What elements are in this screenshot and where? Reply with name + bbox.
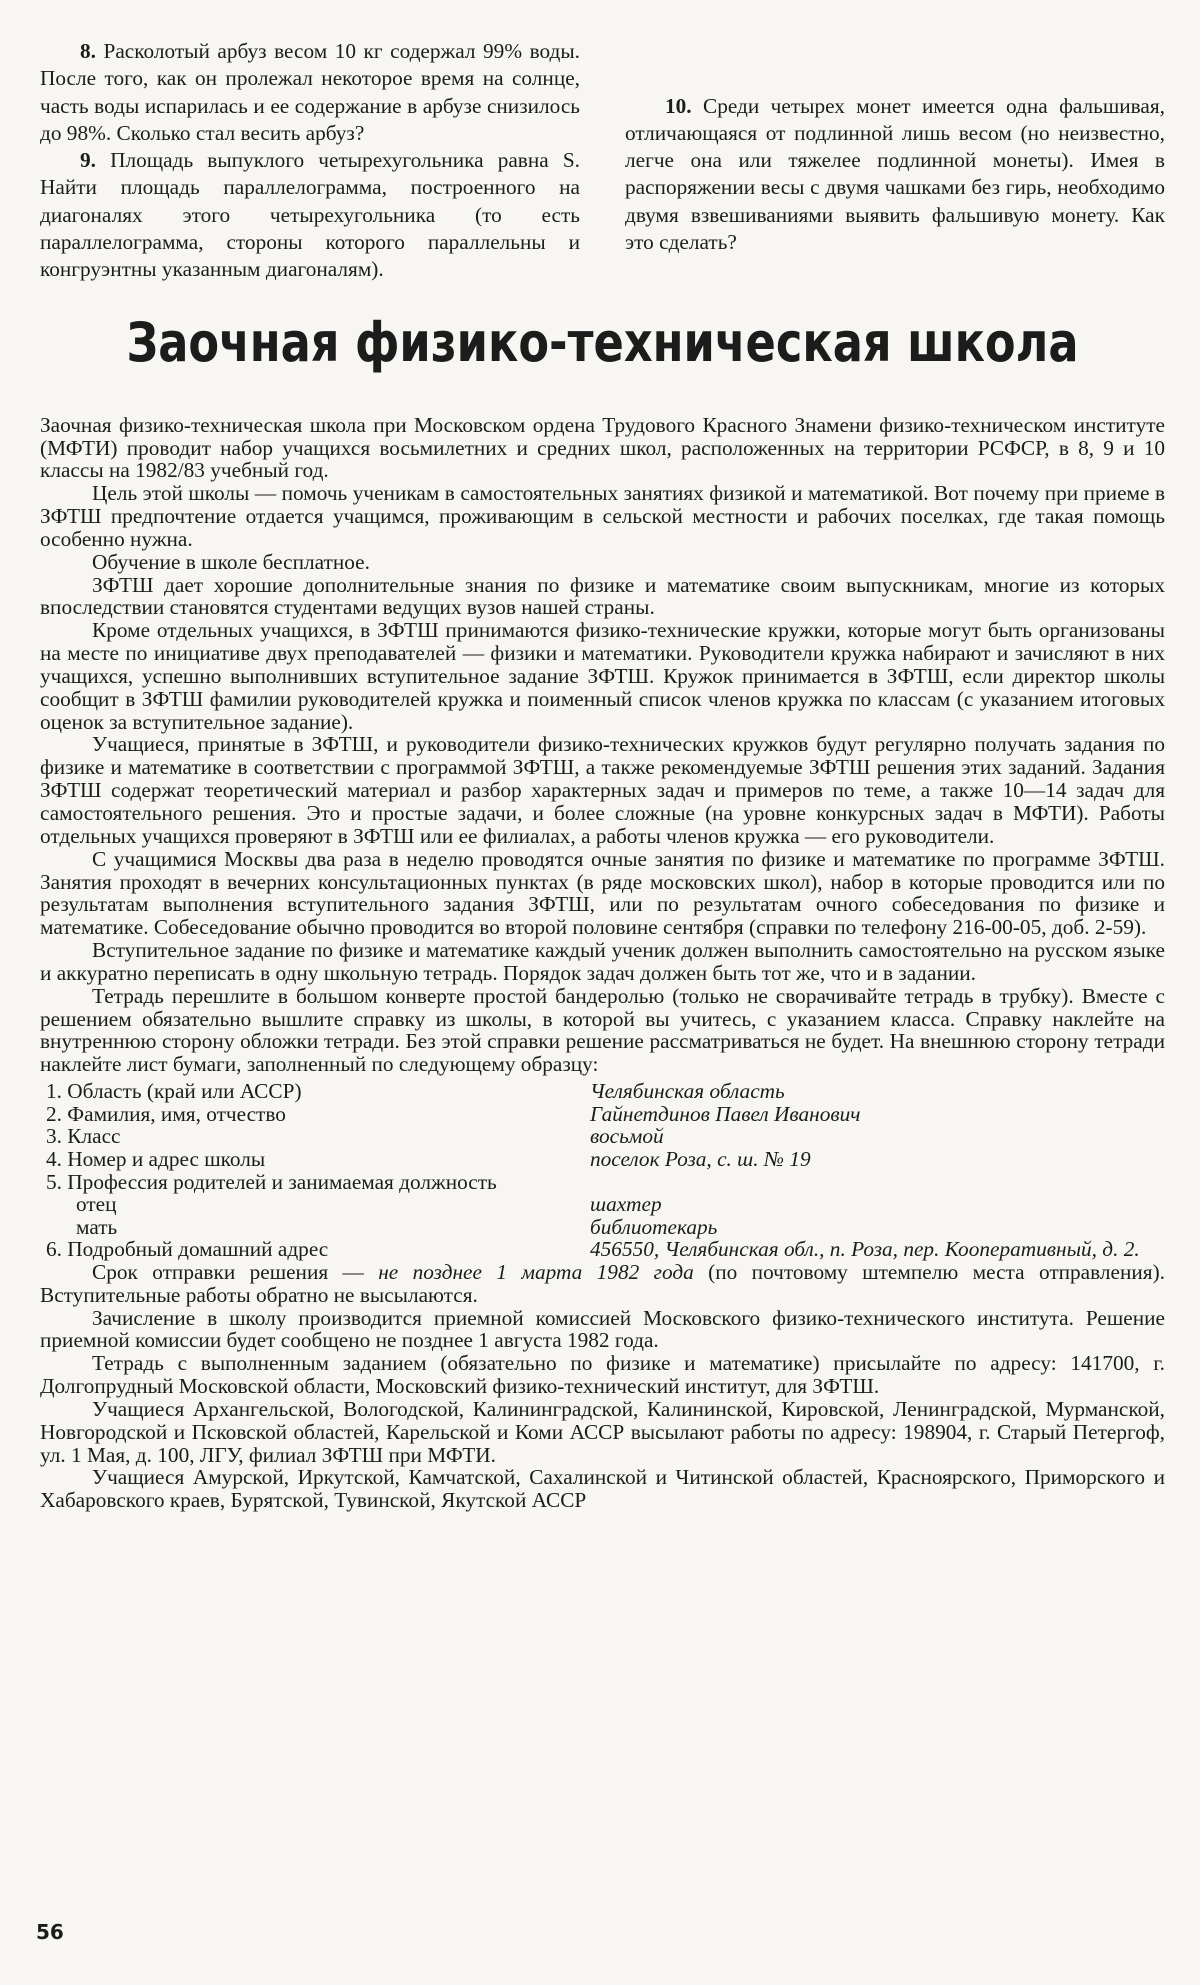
problem-8 — [40, 38, 580, 147]
form-label: мать — [76, 1214, 118, 1239]
article-paragraph: Учащиеся, принятые в ЗФТШ, и руководители физико-технических кружков будут регулярно получать задания по физике и математике в соответствии с программой ЗФТШ, а также рекомендуемые ЗФТШ решения этих заданий. Задания ЗФТШ содержат теоретический материал и разбор характерных задач и примеров по теме, а также 10—14 задач для самостоятельного решения. Это и простые задачи, и более сложные (на уровне конкурсных задач в МФТИ). Работы отдельных учащихся проверяют в ЗФТШ или ее филиалах, а работы членов кружка — его руководители. — [40, 732, 1165, 848]
form-value: библиотекарь — [590, 1214, 718, 1239]
problem-number: 8. — [80, 39, 96, 63]
article-paragraph: Тетрадь с выполненным заданием (обязательно по физике и математике) присылайте по адресу: 141700, г. Долгопрудный Московской области, Московский физико-технический институт, для ЗФТШ. — [40, 1351, 1165, 1399]
problems-right-column — [625, 38, 1165, 284]
article-paragraph: С учащимися Москвы два раза в неделю проводятся очные занятия по физике и математике по программе ЗФТШ. Занятия проходят в вечерних консультационных пунктах (в ряде московских школ), набор в которые проводится или по результатам выполнения вступительного задания ЗФТШ, или по результатам очного собеседования по физике и математике. Собеседование обычно проводится во второй половине сентября (справки по телефону 216-00-05, доб. 2-59). — [40, 846, 1165, 940]
deadline-paragraph — [40, 1261, 1165, 1307]
deadline-text-after: (по почтовому штемпелю места отправления). Вступительные работы обратно не высылаются. — [40, 1259, 1165, 1307]
page — [40, 38, 1165, 1512]
article-paragraph: Цель этой школы — помочь ученикам в самостоятельных занятиях физикой и математикой. Вот почему при приеме в ЗФТШ предпочтение отдается учащимся, проживающим в сельской местности и рабочих поселках, где такая помощь особенно нужна. — [40, 481, 1165, 551]
article-paragraph: Кроме отдельных учащихся, в ЗФТШ принимаются физико-технические кружки, которые могут быть организованы на месте по инициативе двух преподавателей — физики и математики. Руководители кружка набирают и зачисляют в них учащихся, успешно выполнивших вступительное задание ЗФТШ. Кружок принимается в ЗФТШ, если директор школы сообщит в ЗФТШ фамилии руководителей кружка и поименный список членов кружка по классам (с указанием итоговых оценок за вступительное задание). — [40, 618, 1165, 734]
form-label: 2. Фамилия, имя, отчество — [46, 1101, 286, 1126]
deadline-date: не позднее 1 марта 1982 года — [378, 1259, 694, 1284]
article-paragraph: ЗФТШ дает хорошие дополнительные знания по физике и математике своим выпускникам, многие из которых впоследствии становятся студентами ведущих вузов нашей страны. — [40, 572, 1165, 620]
form-value: восьмой — [590, 1124, 664, 1149]
form-value: Челябинская область — [590, 1079, 785, 1104]
page-number: 56 — [36, 1920, 64, 1944]
problem-text: Площадь выпуклого четырехугольника равна S. Найти площадь параллелограмма, построенного на диагоналях этого четырехугольника (то есть параллелограмма, стороны которого параллельны и конгруэнтны указанным диагоналям). — [40, 148, 580, 282]
problem-number: 9. — [80, 148, 96, 173]
form-value: поселок Роза, с. ш. № 19 — [590, 1146, 811, 1171]
form-label: 3. Класс — [46, 1124, 121, 1149]
article-paragraph: Учащиеся Архангельской, Вологодской, Калининградской, Калининской, Кировской, Ленинградской, Мурманской, Новгородской и Псковской областей, Карельской и Коми АССР высылают работы по адресу: 198904, г. Старый Петергоф, ул. 1 Мая, д. 100, ЛГУ, филиал ЗФТШ при МФТИ. — [40, 1396, 1165, 1467]
form-label: 5. Профессия родителей и занимаемая должность — [46, 1169, 497, 1194]
article-title: Заочная физико-техническая школа — [126, 310, 1079, 374]
form-value: 456550, Челябинская обл., п. Роза, пер. Кооперативный, д. 2. — [590, 1237, 1140, 1262]
form-value: шахтер — [590, 1192, 662, 1217]
problem-10 — [625, 93, 1165, 257]
problem-number: 10. — [665, 93, 692, 118]
form-label: 6. Подробный домашний адрес — [46, 1237, 329, 1262]
form-value — [590, 1171, 1165, 1194]
problem-text: Среди четырех монет имеется одна фальшивая, отличающаяся от подлинной лишь весом (но неизвестно, легче она или тяжелее подлинной монеты). Имея в распоряжении весы с двумя чашками без гирь, необходимо двумя взвешиваниями выявить фальшивую монету. Как это сделать? — [625, 93, 1165, 255]
form-value: Гайнетдинов Павел Иванович — [590, 1101, 861, 1126]
form-label: отец — [76, 1192, 117, 1217]
form-label: 1. Область (край или АССР) — [46, 1079, 302, 1104]
problem-text: Расколотый арбуз весом 10 кг содержал 99% воды. После того, как он пролежал некоторое время на солнце, часть воды испарилась и ее содержание в арбузе снизилось до 98%. Сколько стал весить арбуз? — [40, 39, 580, 145]
problems-columns — [40, 38, 1165, 284]
article-paragraph: Учащиеся Амурской, Иркутской, Камчатской, Сахалинской и Читинской областей, Красноярского, Приморского и Хабаровского краев, Бурятской, Тувинской, Якутской АССР — [40, 1465, 1165, 1513]
problems-left-column — [40, 38, 580, 284]
article-paragraph: Заочная физико-техническая школа при Московском ордена Трудового Красного Знамени физико-техническом институте (МФТИ) проводит набор учащихся восьмилетних и средних школ, расположенных на территории РСФСР, в 8, 9 и 10 классы на 1982/83 учебный год. — [40, 412, 1165, 483]
problem-9 — [40, 147, 580, 283]
article-paragraph: Вступительное задание по физике и математике каждый ученик должен выполнить самостоятельно на русском языке и аккуратно переписать в одну школьную тетрадь. Порядок задач должен быть тот же, что и в задании. — [40, 938, 1165, 985]
deadline-text: Срок отправки решения — — [92, 1259, 379, 1284]
article-body — [40, 414, 1165, 1513]
article-paragraph: Обучение в школе бесплатное. — [92, 549, 370, 574]
form-label: 4. Номер и адрес школы — [46, 1146, 266, 1171]
article-paragraph: Тетрадь перешлите в большом конверте простой бандеролью (только не сворачивайте тетрадь в трубку). Вместе с решением обязательно вышлите справку из школы, в которой вы учитесь, с указанием класса. Справку наклейте на внутреннюю сторону обложки тетради. Без этой справки решение рассматриваться не будет. На внешнюю сторону тетради наклейте лист бумаги, заполненный по следующему образцу: — [40, 983, 1165, 1077]
article-paragraph: Зачисление в школу производится приемной комиссией Московского физико-технического института. Решение приемной комиссии будет сообщено не позднее 1 августа 1982 года. — [40, 1305, 1165, 1353]
sample-form — [40, 1080, 1165, 1261]
